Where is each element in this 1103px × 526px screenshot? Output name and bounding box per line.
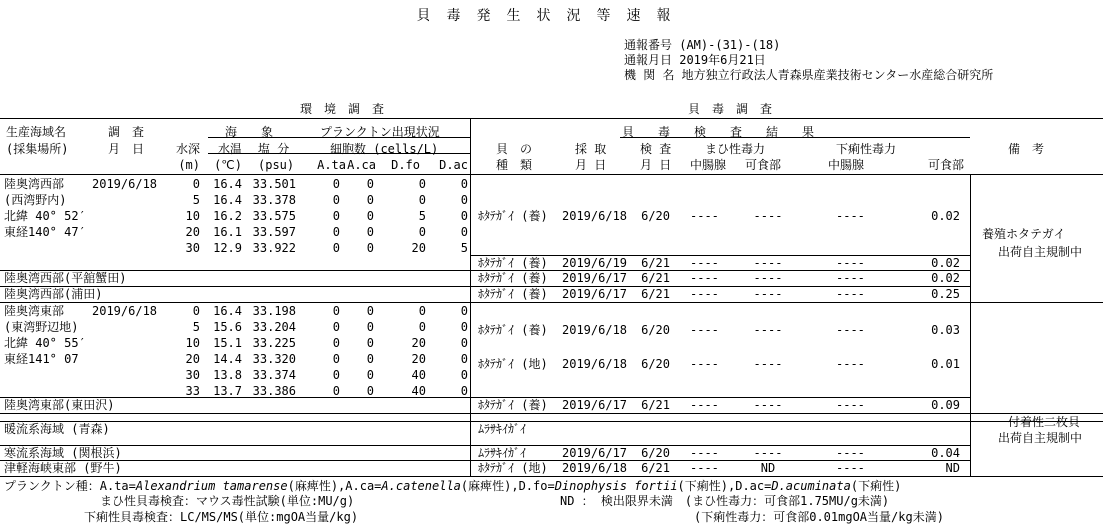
dsp-edible: 0.03 — [931, 323, 960, 337]
aca-value: 0 — [366, 368, 374, 382]
collect-date: 2019/6/18 — [562, 323, 628, 337]
shell-kind: ﾎﾀﾃｶﾞｲ (養) — [478, 256, 548, 270]
temp-value: 16.1 — [213, 225, 242, 239]
dac-value: 5 — [460, 241, 468, 255]
shell-kind: ﾎﾀﾃｶﾞｲ (地) — [478, 461, 548, 475]
plankton-aca: A.ca — [347, 158, 376, 172]
dsp-edible: 0.02 — [931, 209, 960, 223]
rule-line — [208, 137, 470, 138]
dac-value: 0 — [460, 336, 468, 350]
depth-value: 10 — [185, 209, 200, 223]
plankton-dac: D.ac — [439, 158, 468, 172]
aca-value: 0 — [366, 304, 374, 318]
temp-header: 水温 — [217, 142, 242, 156]
area-name: 陸奥湾東部(東田沢) — [4, 398, 115, 412]
rule-line — [0, 413, 1103, 414]
page-title: 貝毒発生状況等速報 — [416, 8, 687, 24]
temp-value: 14.4 — [213, 352, 242, 366]
ata-value: 0 — [332, 225, 340, 239]
aca-value: 0 — [366, 336, 374, 350]
area-name: 東経141° 07 — [4, 352, 79, 366]
dsp-edible-header: 可食部 — [928, 158, 965, 172]
collect-header-sub: 月 日 — [575, 158, 607, 172]
aca-value: 0 — [366, 384, 374, 398]
dfo-value: 0 — [418, 225, 426, 239]
temp-value: 12.9 — [213, 241, 242, 255]
rule-line — [0, 302, 1103, 303]
rule-line — [0, 421, 1103, 422]
psp-edible: ---- — [753, 256, 783, 270]
dsp-edible: 0.02 — [931, 271, 960, 285]
dsp-mid: ---- — [836, 271, 865, 285]
dfo-value: 20 — [411, 336, 426, 350]
salinity-value: 33.374 — [252, 368, 296, 382]
remark-line: 出荷自主規制中 — [998, 245, 1083, 259]
dac-value: 0 — [460, 368, 468, 382]
area-name: 北緯 40° 52′ — [4, 209, 86, 223]
salinity-value: 33.378 — [252, 193, 296, 207]
depth-unit: (m) — [178, 158, 200, 172]
collect-date: 2019/6/19 — [562, 256, 628, 270]
dsp-edible: 0.09 — [931, 398, 960, 412]
rule-line — [620, 137, 970, 138]
depth-header: 水深 — [175, 142, 200, 156]
plankton-footnote — [4, 479, 901, 493]
depth-value: 20 — [185, 352, 200, 366]
dsp-mid: ---- — [836, 256, 865, 270]
survey-header: 調 査 — [108, 125, 145, 139]
temp-value: 15.1 — [213, 336, 242, 350]
temp-unit: (℃) — [214, 158, 242, 172]
remarks-header: 備 考 — [1008, 142, 1045, 156]
inspect-header-sub: 月 日 — [640, 158, 672, 172]
psp-method-note: まひ性貝毒検査：マウス毒性試験(単位:MU/g) — [100, 494, 355, 508]
temp-value: 15.6 — [213, 320, 242, 334]
survey-date: 2019/6/18 — [92, 304, 158, 318]
footnote-text: プランクトン種：A.ta= — [4, 479, 136, 493]
survey-header-sub: 月 日 — [108, 142, 145, 156]
depth-value: 33 — [185, 384, 200, 398]
report-agency: 機 関 名 地方独立行政法人青森県産業技術センター水産総合研究所 — [624, 68, 994, 82]
depth-value: 30 — [185, 368, 200, 382]
dac-value: 0 — [460, 193, 468, 207]
report-date: 通報月日 2019年6月21日 — [624, 53, 766, 67]
salinity-value: 33.198 — [252, 304, 296, 318]
area-name: (西湾野内) — [4, 193, 67, 207]
ata-value: 0 — [332, 384, 340, 398]
plankton-dfo: D.fo — [391, 158, 420, 172]
footnote-text: (麻痺性),D.fo= — [460, 479, 555, 493]
depth-value: 5 — [192, 193, 200, 207]
area-name: 津軽海峡東部 (野牛) — [4, 461, 122, 475]
footnote-text: (麻痺性),A.ca= — [287, 479, 382, 493]
survey-date: 2019/6/18 — [92, 177, 158, 191]
aca-value: 0 — [366, 177, 374, 191]
dfo-value: 20 — [411, 352, 426, 366]
depth-value: 0 — [192, 177, 200, 191]
dsp-mid: ---- — [836, 357, 865, 371]
dac-value: 0 — [460, 384, 468, 398]
psp-edible: ---- — [753, 398, 783, 412]
psp-mid: ---- — [690, 209, 719, 223]
dfo-value: 0 — [418, 177, 426, 191]
shell-header: 貝 毒 調 査 — [688, 102, 773, 116]
area-name: 東経140° 47′ — [4, 225, 86, 239]
depth-value: 30 — [185, 241, 200, 255]
temp-value: 16.4 — [213, 193, 242, 207]
shell-kind: ﾑﾗｻｷｲｶﾞｲ — [478, 446, 527, 460]
dac-value: 0 — [460, 209, 468, 223]
aca-value: 0 — [366, 320, 374, 334]
remark-line: 出荷自主規制中 — [998, 431, 1083, 445]
shell-kind-header: 貝 の — [496, 142, 533, 156]
psp-mid: ---- — [690, 398, 719, 412]
ata-value: 0 — [332, 209, 340, 223]
species-name: Alexandrium tamarense — [135, 479, 288, 493]
temp-value: 13.7 — [213, 384, 242, 398]
ata-value: 0 — [332, 336, 340, 350]
area-name: 陸奥湾東部 — [4, 304, 65, 318]
salinity-value: 33.204 — [252, 320, 296, 334]
dsp-edible: ND — [945, 461, 960, 475]
salinity-value: 33.597 — [252, 225, 296, 239]
rule-line — [470, 118, 1103, 119]
inspect-date: 6/20 — [641, 357, 670, 371]
collect-date: 2019/6/18 — [562, 357, 628, 371]
temp-value: 16.2 — [213, 209, 242, 223]
shell-kind: ﾎﾀﾃｶﾞｲ (養) — [478, 271, 548, 285]
psp-mid: ---- — [690, 287, 719, 301]
salinity-value: 33.575 — [252, 209, 296, 223]
shell-kind-header-sub: 種 類 — [496, 158, 533, 172]
remark-line: 養殖ホタテガイ — [982, 227, 1066, 241]
ata-value: 0 — [332, 177, 340, 191]
dac-value: 0 — [460, 320, 468, 334]
rule-line — [0, 476, 1103, 477]
depth-value: 5 — [192, 320, 200, 334]
psp-edible-header: 可食部 — [745, 158, 782, 172]
area-header: 生産海域名 — [6, 125, 67, 139]
area-header-sub: (採集場所) — [6, 142, 69, 156]
psp-edible: ---- — [753, 323, 783, 337]
dfo-value: 5 — [418, 209, 426, 223]
dfo-value: 40 — [411, 368, 426, 382]
dfo-value: 20 — [411, 241, 426, 255]
dfo-value: 0 — [418, 304, 426, 318]
collect-date: 2019/6/17 — [562, 271, 628, 285]
nd-note: ND ： 検出限界未満 (まひ性毒力：可食部1.75MU/g未満) — [560, 494, 890, 508]
psp-mid: ---- — [690, 323, 719, 337]
depth-value: 10 — [185, 336, 200, 350]
dac-value: 0 — [460, 352, 468, 366]
salinity-value: 33.386 — [252, 384, 296, 398]
depth-value: 0 — [192, 304, 200, 318]
psp-mid-header: 中腸腺 — [690, 158, 727, 172]
dfo-value: 0 — [418, 193, 426, 207]
aca-value: 0 — [366, 209, 374, 223]
remark-line: 付着性二枚貝 — [1008, 415, 1081, 429]
psp-edible: ---- — [753, 287, 783, 301]
dac-value: 0 — [460, 177, 468, 191]
collect-date: 2019/6/18 — [562, 461, 628, 475]
collect-date: 2019/6/17 — [562, 398, 628, 412]
species-name: A.catenella — [381, 479, 461, 493]
aca-value: 0 — [366, 225, 374, 239]
psp-edible: ---- — [753, 357, 783, 371]
salinity-value: 33.320 — [252, 352, 296, 366]
psp-edible: ---- — [753, 209, 783, 223]
collect-date: 2019/6/17 — [562, 287, 628, 301]
dsp-limit-note: (下痢性毒力：可食部0.01mgOA当量/kg未満) — [694, 510, 944, 524]
shell-kind: ﾎﾀﾃｶﾞｲ (地) — [478, 357, 548, 371]
ata-value: 0 — [332, 368, 340, 382]
env-header: 環 境 調 査 — [300, 102, 385, 116]
area-name: 寒流系海域 (関根浜) — [4, 446, 122, 460]
dsp-mid: ---- — [836, 323, 865, 337]
inspect-date: 6/21 — [641, 398, 670, 412]
footnote-text: (下痢性),D.ac= — [677, 479, 772, 493]
salinity-value: 33.922 — [252, 241, 296, 255]
dsp-edible: 0.02 — [931, 256, 960, 270]
salinity-value: 33.501 — [252, 177, 296, 191]
dsp-mid: ---- — [836, 446, 865, 460]
psp-header: まひ性毒力 — [705, 142, 766, 156]
cells-header: 細胞数 (cells/L) — [330, 142, 439, 156]
aca-value: 0 — [366, 241, 374, 255]
rule-line — [208, 153, 470, 154]
footnote-text: (下痢性) — [850, 479, 902, 493]
temp-value: 16.4 — [213, 304, 242, 318]
report-number: 通報番号 (AM)-(31)-(18) — [624, 38, 781, 52]
dsp-edible: 0.01 — [931, 357, 960, 371]
psp-edible: ---- — [753, 271, 783, 285]
plankton-header: プランクトン出現状況 — [320, 125, 440, 139]
collect-header: 採 取 — [575, 142, 607, 156]
psp-mid: ---- — [690, 446, 719, 460]
psp-mid: ---- — [690, 256, 719, 270]
inspect-date: 6/21 — [641, 287, 670, 301]
collect-date: 2019/6/17 — [562, 446, 628, 460]
ata-value: 0 — [332, 352, 340, 366]
area-name: (東湾野辺地) — [4, 320, 79, 334]
dsp-edible: 0.04 — [931, 446, 960, 460]
sal-header: 塩 分 — [258, 142, 290, 156]
area-name: 北緯 40° 55′ — [4, 336, 86, 350]
dsp-edible: 0.25 — [931, 287, 960, 301]
ata-value: 0 — [332, 193, 340, 207]
area-name: 暖流系海域 (青森) — [4, 422, 110, 436]
inspect-date: 6/20 — [641, 323, 670, 337]
psp-edible: ND — [760, 461, 776, 475]
psp-mid: ---- — [690, 461, 719, 475]
area-name: 陸奥湾西部(平舘蟹田) — [4, 271, 127, 285]
dsp-mid: ---- — [836, 209, 865, 223]
species-name: D.acuminata — [771, 479, 851, 493]
inspect-date: 6/21 — [641, 271, 670, 285]
dsp-mid: ---- — [836, 287, 865, 301]
temp-value: 13.8 — [213, 368, 242, 382]
psp-mid: ---- — [690, 357, 719, 371]
dsp-method-note: 下痢性貝毒検査：LC/MS/MS(単位:mgOA当量/kg) — [84, 510, 359, 524]
ata-value: 0 — [332, 304, 340, 318]
dsp-mid: ---- — [836, 398, 865, 412]
species-name: Dinophysis fortii — [554, 479, 678, 493]
inspect-date: 6/21 — [641, 256, 670, 270]
salinity-value: 33.225 — [252, 336, 296, 350]
rule-line — [0, 174, 1103, 175]
depth-value: 20 — [185, 225, 200, 239]
area-name: 陸奥湾西部 — [4, 177, 65, 191]
column-line — [970, 174, 971, 476]
dsp-mid-header: 中腸腺 — [828, 158, 865, 172]
shell-kind: ﾎﾀﾃｶﾞｲ (養) — [478, 323, 548, 337]
dfo-value: 40 — [411, 384, 426, 398]
inspect-date: 6/21 — [641, 461, 670, 475]
aca-value: 0 — [366, 352, 374, 366]
plankton-ata: A.ta — [317, 158, 346, 172]
dac-value: 0 — [460, 225, 468, 239]
shell-kind: ﾎﾀﾃｶﾞｲ (養) — [478, 287, 548, 301]
inspect-header: 検 査 — [640, 142, 672, 156]
results-header: 貝 毒 検 査 結 果 — [622, 125, 815, 139]
shell-kind: ﾑﾗｻｷｲｶﾞｲ — [478, 422, 527, 436]
inspect-date: 6/20 — [641, 446, 670, 460]
collect-date: 2019/6/18 — [562, 209, 628, 223]
ata-value: 0 — [332, 241, 340, 255]
area-name: 陸奥湾西部(浦田) — [4, 287, 103, 301]
sea-header: 海 象 — [225, 125, 274, 139]
dfo-value: 0 — [418, 320, 426, 334]
psp-edible: ---- — [753, 446, 783, 460]
dsp-header: 下痢性毒力 — [836, 142, 897, 156]
sal-unit: (psu) — [258, 158, 295, 172]
ata-value: 0 — [332, 320, 340, 334]
dac-value: 0 — [460, 304, 468, 318]
aca-value: 0 — [366, 193, 374, 207]
inspect-date: 6/20 — [641, 209, 670, 223]
shell-kind: ﾎﾀﾃｶﾞｲ (養) — [478, 209, 548, 223]
psp-mid: ---- — [690, 271, 719, 285]
dsp-mid: ---- — [836, 461, 865, 475]
shell-kind: ﾎﾀﾃｶﾞｲ (養) — [478, 398, 548, 412]
column-line — [470, 118, 471, 476]
temp-value: 16.4 — [213, 177, 242, 191]
